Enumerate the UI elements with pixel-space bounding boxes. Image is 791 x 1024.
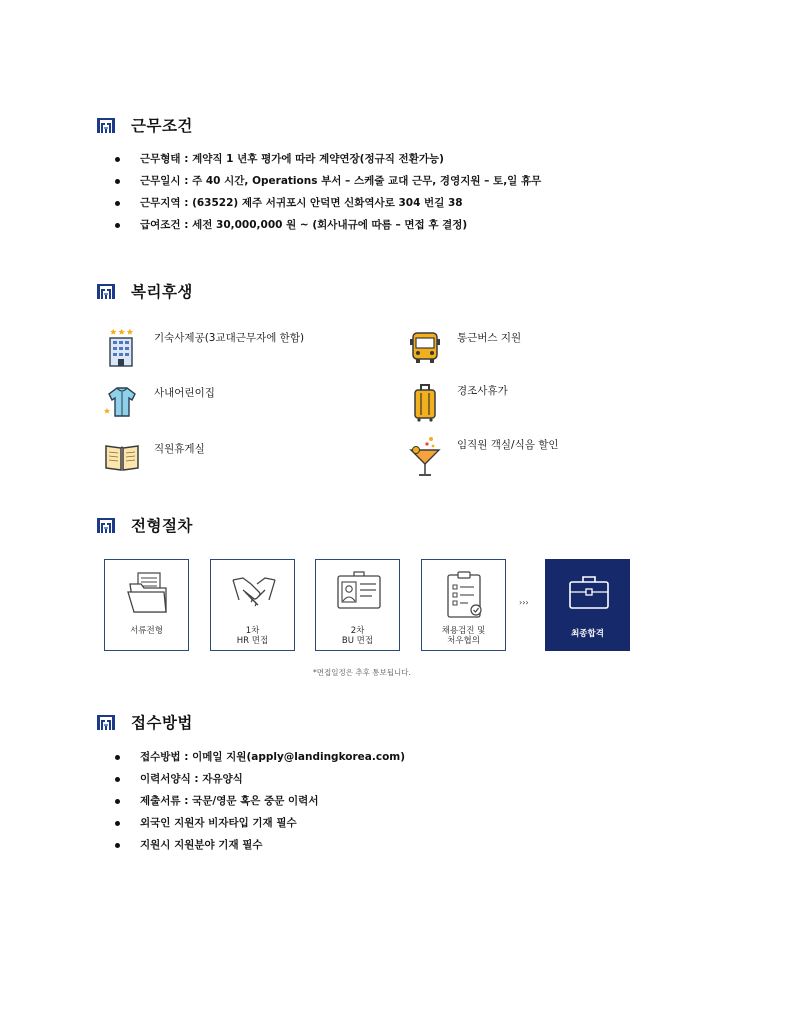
baby-clothes-icon xyxy=(104,384,140,420)
process-step-bu-interview xyxy=(315,559,400,651)
benefit-discount xyxy=(407,436,559,478)
folder-icon xyxy=(125,570,171,616)
process-step-document-screening xyxy=(104,559,189,651)
process-arrow: ››› xyxy=(519,598,529,607)
benefit-family-leave xyxy=(407,382,508,422)
benefit-label: 기숙사제공(3교대근무자에 한함) xyxy=(154,332,305,344)
benefit-lounge xyxy=(104,440,205,472)
benefit-label: 경조사휴가 xyxy=(457,385,508,397)
section-title-benefits xyxy=(95,280,193,302)
cocktail-icon xyxy=(407,436,443,478)
section-heading: 복리후생 xyxy=(131,283,193,301)
company-logo-icon xyxy=(95,281,117,301)
step-label: 1차 HR 면접 xyxy=(236,626,269,646)
list-item: 접수방법 : 이메일 지원(apply@landingkorea.com) xyxy=(115,746,405,768)
section-heading: 전형절차 xyxy=(131,517,193,535)
step-label: 서류전형 xyxy=(130,626,163,636)
company-logo-icon xyxy=(95,515,117,535)
suitcase-icon xyxy=(407,382,443,422)
benefit-label: 통근버스 지원 xyxy=(457,332,522,344)
benefit-shuttle-bus xyxy=(407,329,521,365)
step-label: 채용검진 및 처우협의 xyxy=(441,626,486,646)
process-step-final-pass xyxy=(545,559,630,651)
process-step-hr-interview xyxy=(210,559,295,651)
checklist-icon xyxy=(442,570,488,620)
briefcase-icon xyxy=(566,570,612,616)
application-list xyxy=(115,746,405,856)
list-item: 이력서양식 : 자유양식 xyxy=(115,768,405,790)
bus-icon xyxy=(407,329,443,365)
section-title-process xyxy=(95,514,193,536)
section-title-application xyxy=(95,711,193,733)
conditions-list xyxy=(115,148,541,236)
list-item: 지원시 지원분야 기재 필수 xyxy=(115,834,405,856)
list-item: 외국인 지원자 비자타입 기재 필수 xyxy=(115,812,405,834)
benefit-daycare xyxy=(104,384,215,420)
list-item: 급여조건 : 세전 30,000,000 원 ~ (회사내규에 따름 – 면접 후 결정) xyxy=(115,214,541,236)
interview-note: *면접일정은 추후 통보됩니다. xyxy=(313,668,411,677)
list-item: 근무형태 : 계약직 1 년후 평가에 따라 계약연장(정규직 전환가능) xyxy=(115,148,541,170)
company-logo-icon xyxy=(95,712,117,732)
list-item: 근무일시 : 주 40 시간, Operations 부서 – 스케줄 교대 근무, 경영지원 – 토,일 휴무 xyxy=(115,170,541,192)
section-title-conditions xyxy=(95,114,193,136)
section-heading: 접수방법 xyxy=(131,714,193,732)
step-label: 2차 BU 면접 xyxy=(341,626,374,646)
company-logo-icon xyxy=(95,115,117,135)
benefit-label: 임직원 객실/식음 할인 xyxy=(457,439,559,451)
benefit-label: 사내어린이집 xyxy=(154,387,215,399)
benefit-dormitory xyxy=(104,329,304,367)
book-icon xyxy=(104,440,140,472)
list-item: 제출서류 : 국문/영문 혹은 중문 이력서 xyxy=(115,790,405,812)
benefit-label: 직원휴게실 xyxy=(154,443,205,455)
step-label: 최종합격 xyxy=(571,629,604,639)
list-item: 근무지역 : (63522) 제주 서귀포시 안덕면 신화역사로 304 번길 38 xyxy=(115,192,541,214)
building-icon xyxy=(104,329,140,367)
id-card-icon xyxy=(336,570,382,616)
process-step-medical-check xyxy=(421,559,506,651)
section-heading: 근무조건 xyxy=(131,117,193,135)
handshake-icon xyxy=(231,570,277,616)
